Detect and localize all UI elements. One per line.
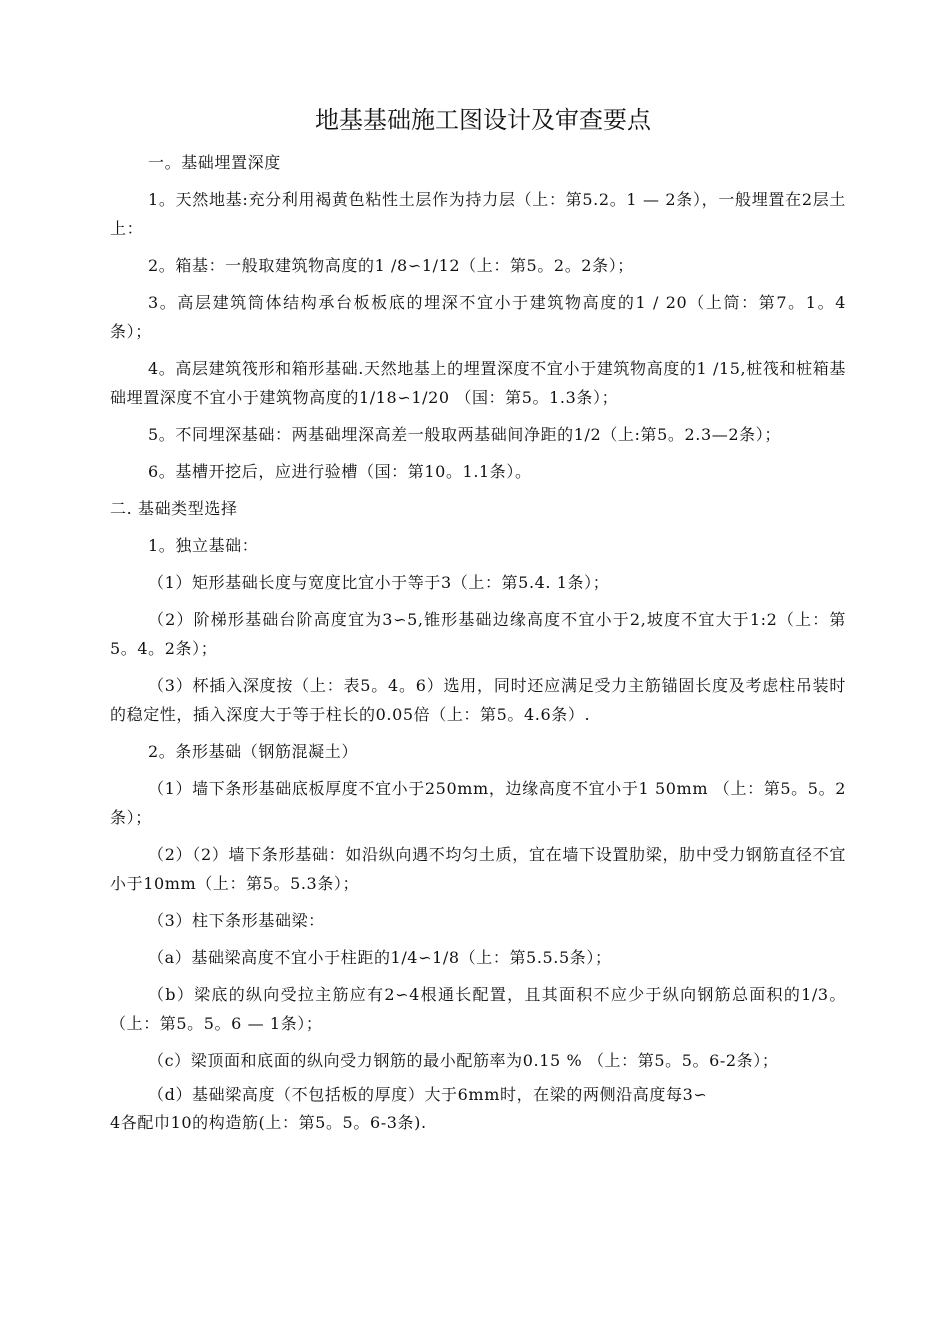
document-body xyxy=(110,148,846,1075)
paragraph: （c）梁顶面和底面的纵向受力钢筋的最小配筋率为0.15 % （上：第5。5。6-2条）； xyxy=(148,1051,779,1070)
paragraph: （b）梁底的纵向受拉主筋应有2∽4根通长配置，且其面积不应少于纵向钢筋总面积的1/3。（上：第5。5。6 — 1条）； xyxy=(110,985,846,1033)
paragraph: 2。箱基：一般取建筑物高度的1 /8∽1/12（上：第5。2。2条）； xyxy=(148,256,634,275)
paragraph: 5。不同埋深基础：两基础埋深高差一般取两基础间净距的1/2（上:第5。2.3—2条）； xyxy=(148,425,781,444)
paragraph-last-line1: （d）基础梁高度（不包括板的厚度）大于6mm时，在梁的两侧沿高度每3∽ xyxy=(148,1085,708,1104)
paragraph: （3）柱下条形基础梁： xyxy=(148,911,325,930)
paragraph: 二. 基础类型选择 xyxy=(110,499,238,518)
paragraph: 4。高层建筑筏形和箱形基础.天然地基上的埋置深度不宜小于建筑物高度的1 /15,桩筏和桩箱基础埋置深度不宜小于建筑物高度的1/18∽1/20 （国：第5。1.3条）； xyxy=(110,359,846,407)
paragraph: （a）基础梁高度不宜小于柱距的1/4∽1/8（上：第5.5.5条）； xyxy=(148,948,612,967)
paragraph: 1。天然地基:充分利用褐黄色粘性土层作为持力层（上：第5.2。1 — 2条），一般埋置在2层土上： xyxy=(110,190,846,238)
paragraph: （2）（2）墙下条形基础：如沿纵向遇不均匀土质，宜在墙下设置肋梁，肋中受力钢筋直径不宜小于10mm（上：第5。5.3条）； xyxy=(110,845,846,893)
paragraph: （2）阶梯形基础台阶高度宜为3∽5,锥形基础边缘高度不宜小于2,坡度不宜大于1:2（上：第5。4。2条）； xyxy=(110,610,846,658)
paragraph: 3。高层建筑筒体结构承台板板底的埋深不宜小于建筑物高度的1 / 20（上筒：第7。1。4 条）； xyxy=(110,293,846,341)
paragraph-last-line2: 4各配巾10的构造筋(上：第5。5。6-3条). xyxy=(110,1113,427,1132)
paragraph: 6。基槽开挖后，应进行验槽（国：第10。1.1条）。 xyxy=(148,462,532,481)
paragraph: （1）墙下条形基础底板厚度不宜小于250mm，边缘高度不宜小于1 50mm （上：第5。5。2 条）； xyxy=(110,779,846,827)
paragraph: 一。基础埋置深度 xyxy=(148,153,281,172)
paragraph: 2。条形基础（钢筋混凝土） xyxy=(148,742,358,761)
paragraph: 1。独立基础： xyxy=(148,536,259,555)
paragraph: （1）矩形基础长度与宽度比宜小于等于3（上：第5.4. 1条）； xyxy=(148,573,610,592)
paragraph: （3）杯插入深度按（上：表5。4。6）选用，同时还应满足受力主筋锚固长度及考虑柱吊装时的稳定性，插入深度大于等于柱长的0.05倍（上：第5。4.6条）. xyxy=(110,676,846,724)
page-title: 地基基础施工图设计及审查要点 xyxy=(315,106,651,134)
last-paragraph-block xyxy=(110,1083,846,1135)
